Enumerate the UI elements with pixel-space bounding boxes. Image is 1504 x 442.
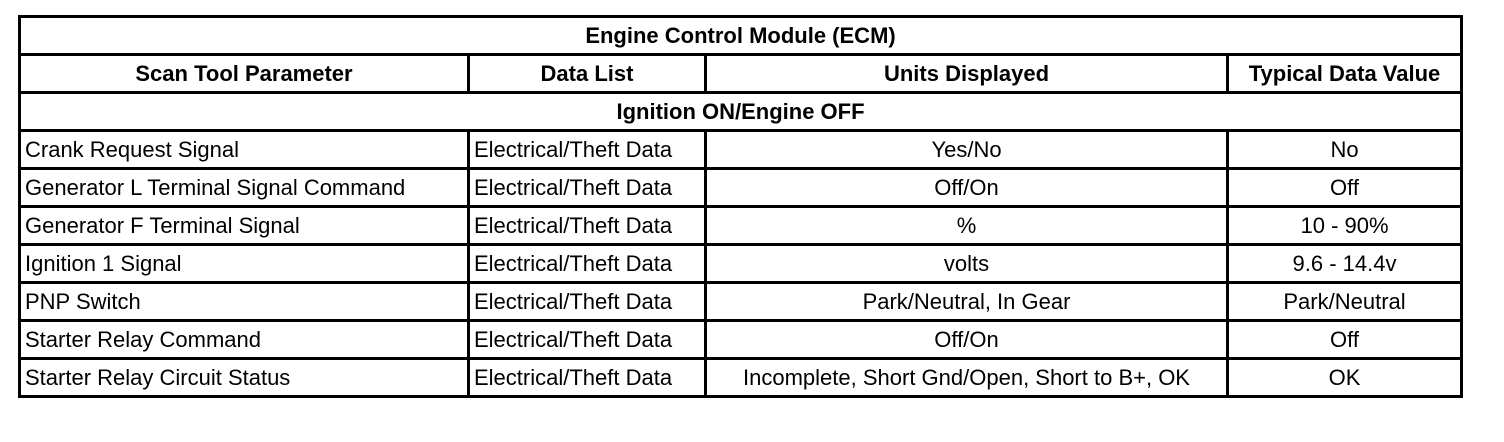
cell-parameter: Ignition 1 Signal [20, 245, 469, 283]
cell-parameter: Starter Relay Command [20, 321, 469, 359]
cell-typical-value: 9.6 - 14.4v [1228, 245, 1462, 283]
ecm-data-table [18, 15, 1463, 398]
cell-data-list: Electrical/Theft Data [469, 245, 706, 283]
table-row [20, 207, 1462, 245]
cell-data-list: Electrical/Theft Data [469, 131, 706, 169]
cell-typical-value: No [1228, 131, 1462, 169]
cell-parameter: Generator L Terminal Signal Command [20, 169, 469, 207]
table-title-row [20, 17, 1462, 55]
header-scan-tool-parameter: Scan Tool Parameter [20, 55, 469, 93]
cell-units: % [706, 207, 1228, 245]
cell-typical-value: Park/Neutral [1228, 283, 1462, 321]
cell-parameter: Crank Request Signal [20, 131, 469, 169]
cell-units: Yes/No [706, 131, 1228, 169]
cell-typical-value: Off [1228, 321, 1462, 359]
cell-data-list: Electrical/Theft Data [469, 169, 706, 207]
table-title: Engine Control Module (ECM) [20, 17, 1462, 55]
cell-parameter: Starter Relay Circuit Status [20, 359, 469, 397]
header-data-list: Data List [469, 55, 706, 93]
section-row [20, 93, 1462, 131]
cell-units: Incomplete, Short Gnd/Open, Short to B+, OK [706, 359, 1228, 397]
cell-data-list: Electrical/Theft Data [469, 321, 706, 359]
table-header-row [20, 55, 1462, 93]
cell-typical-value: OK [1228, 359, 1462, 397]
table-row [20, 283, 1462, 321]
header-typical-data-value: Typical Data Value [1228, 55, 1462, 93]
table-row [20, 169, 1462, 207]
table-row [20, 359, 1462, 397]
cell-typical-value: Off [1228, 169, 1462, 207]
table-row [20, 245, 1462, 283]
cell-units: Off/On [706, 169, 1228, 207]
cell-typical-value: 10 - 90% [1228, 207, 1462, 245]
cell-parameter: PNP Switch [20, 283, 469, 321]
cell-data-list: Electrical/Theft Data [469, 283, 706, 321]
cell-units: Park/Neutral, In Gear [706, 283, 1228, 321]
cell-data-list: Electrical/Theft Data [469, 207, 706, 245]
cell-data-list: Electrical/Theft Data [469, 359, 706, 397]
section-heading: Ignition ON/Engine OFF [20, 93, 1462, 131]
header-units-displayed: Units Displayed [706, 55, 1228, 93]
cell-units: volts [706, 245, 1228, 283]
cell-units: Off/On [706, 321, 1228, 359]
table-row [20, 131, 1462, 169]
table-row [20, 321, 1462, 359]
cell-parameter: Generator F Terminal Signal [20, 207, 469, 245]
